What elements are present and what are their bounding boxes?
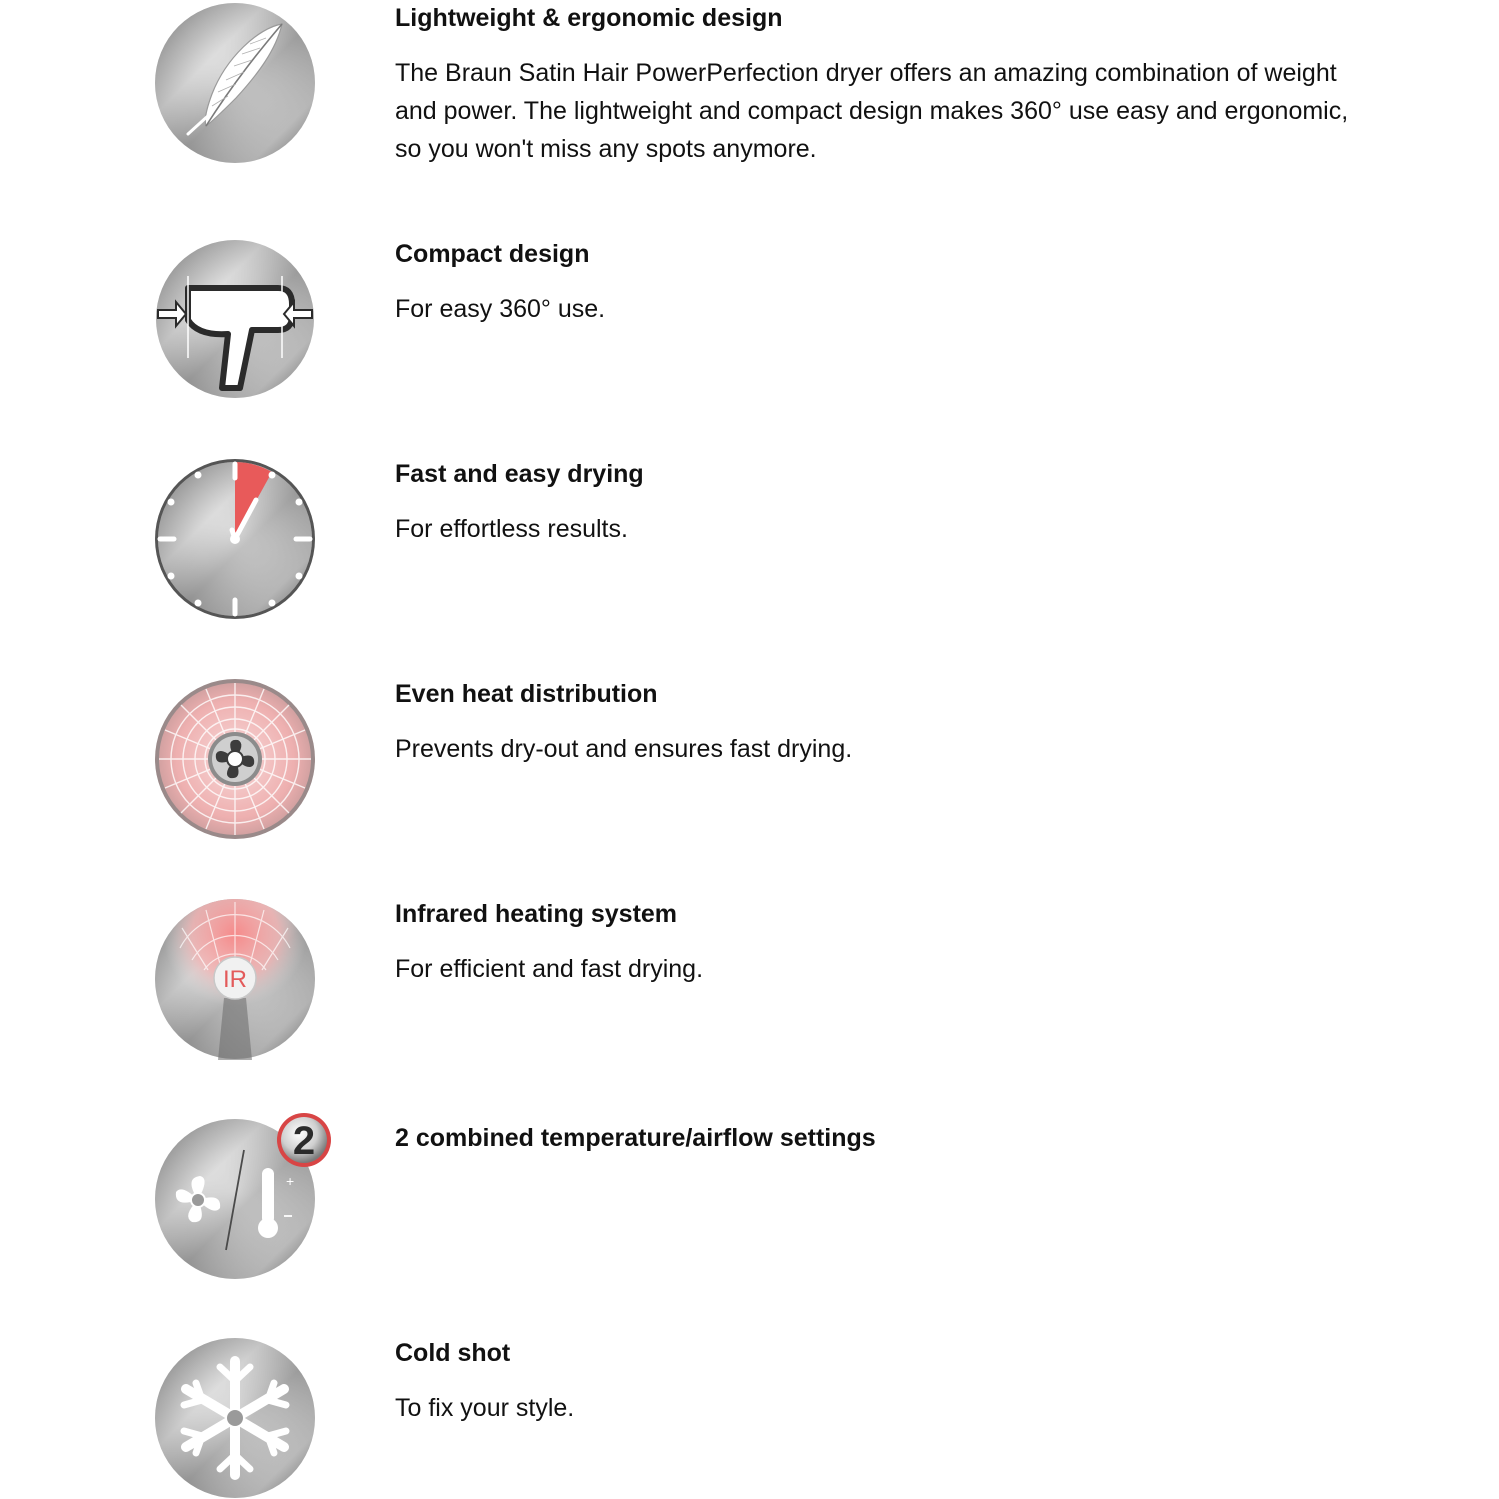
feature-title: Even heat distribution — [395, 680, 658, 708]
settings-count-badge — [277, 1113, 331, 1167]
feature-title: Fast and easy drying — [395, 460, 644, 488]
feature-description: Prevents dry-out and ensures fast drying. — [395, 735, 853, 763]
feature-title: Lightweight & ergonomic design — [395, 4, 783, 32]
feature-title: Compact design — [395, 240, 590, 268]
ir-label: IR — [223, 966, 247, 993]
heat-distribution-icon — [154, 678, 316, 840]
feature-description: For efficient and fast drying. — [395, 955, 704, 983]
snowflake-icon — [154, 1337, 316, 1499]
feature-description: For effortless results. — [395, 515, 628, 543]
settings-fan-thermometer-icon — [154, 1112, 340, 1282]
compact-dryer-icon — [154, 238, 316, 400]
badge-number: 2 — [292, 1119, 316, 1163]
feature-title: Cold shot — [395, 1339, 511, 1367]
feature-title: 2 combined temperature/airflow settings — [395, 1124, 876, 1152]
feature-description: To fix your style. — [395, 1394, 575, 1422]
timer-clock-icon — [154, 458, 316, 620]
infrared-icon — [154, 898, 316, 1060]
feature-description: For easy 360° use. — [395, 295, 606, 323]
feature-description: The Braun Satin Hair PowerPerfection dryer offers an amazing combination of weight and power. The lightweight and compact design makes 360° use easy and ergonomic, so you won't miss any spots anymore. — [395, 59, 1349, 163]
feature-title: Infrared heating system — [395, 900, 678, 928]
plus-sign: + — [286, 1173, 295, 1189]
feather-icon — [154, 2, 316, 164]
